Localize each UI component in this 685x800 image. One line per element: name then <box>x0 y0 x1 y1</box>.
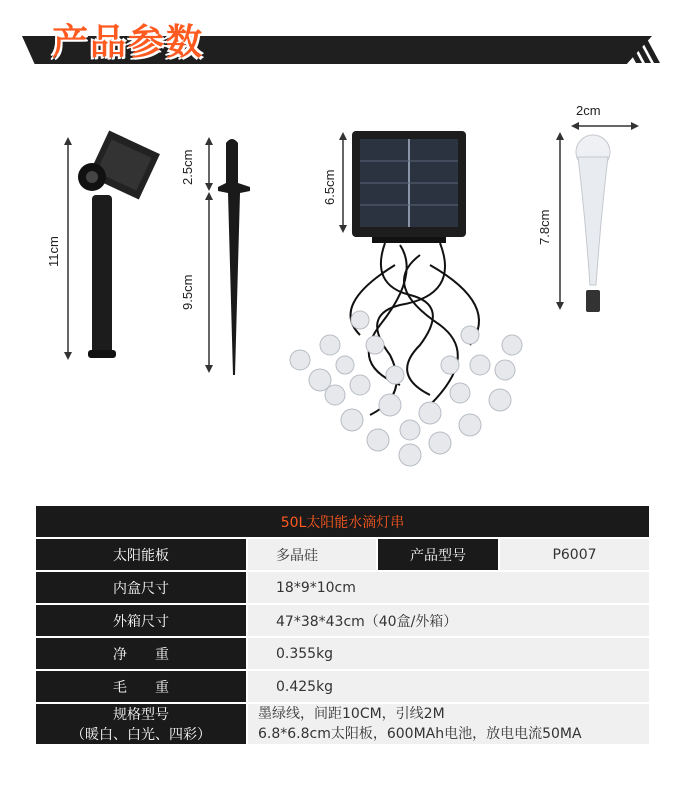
table-row <box>35 637 650 670</box>
product-illustration <box>0 95 685 495</box>
spec-table <box>34 504 651 746</box>
row-label-line: （暖白、白光、四彩） <box>71 727 211 743</box>
row-label: 太阳能板 <box>35 538 247 571</box>
section-header <box>0 0 685 80</box>
row-label <box>35 703 247 745</box>
row-label: 净 重 <box>35 637 247 670</box>
row-value: 0.355kg <box>247 637 650 670</box>
spike-top-label: 2.5cm <box>180 149 195 185</box>
table-title-row <box>35 505 650 538</box>
row-value: 18*9*10cm <box>247 571 650 604</box>
ground-spike-icon <box>218 139 250 375</box>
row-value-line: 6.8*6.8cm太阳板，600MAh电池，放电电流50MA <box>258 726 582 742</box>
stake-height-label: 11cm <box>46 236 61 267</box>
table-row <box>35 571 650 604</box>
row-label: 毛 重 <box>35 670 247 703</box>
row-label: 外箱尺寸 <box>35 604 247 637</box>
slash-decoration-icon <box>622 37 662 63</box>
product-diagram <box>0 95 685 495</box>
bulb-width-label: 2cm <box>576 103 601 118</box>
row-value <box>247 703 650 745</box>
row-value: 47*38*43cm（40盒/外箱） <box>247 604 650 637</box>
bulb-length-label: 7.8cm <box>537 209 552 245</box>
row-value: P6007 <box>499 538 650 571</box>
row-value: 多晶硅 <box>247 538 377 571</box>
row-value-line: 墨绿线，间距10CM，引线2M <box>258 706 445 722</box>
row-label-line: 规格型号 <box>113 707 169 723</box>
table-title: 50L太阳能水滴灯串 <box>35 505 650 538</box>
panel-size-label: 6.5cm <box>322 169 337 205</box>
teardrop-bulb-icon <box>576 135 610 312</box>
table-row <box>35 604 650 637</box>
solar-panel-icon <box>352 131 466 243</box>
table-row <box>35 703 650 745</box>
bulb-cluster-icon <box>290 311 522 466</box>
row-label: 内盒尺寸 <box>35 571 247 604</box>
row-value: 0.425kg <box>247 670 650 703</box>
table-row <box>35 538 650 571</box>
table-row <box>35 670 650 703</box>
spike-body-label: 9.5cm <box>180 274 195 310</box>
stake-icon <box>78 131 160 358</box>
page-title: 产品参数 <box>52 22 205 63</box>
row-label: 产品型号 <box>377 538 499 571</box>
